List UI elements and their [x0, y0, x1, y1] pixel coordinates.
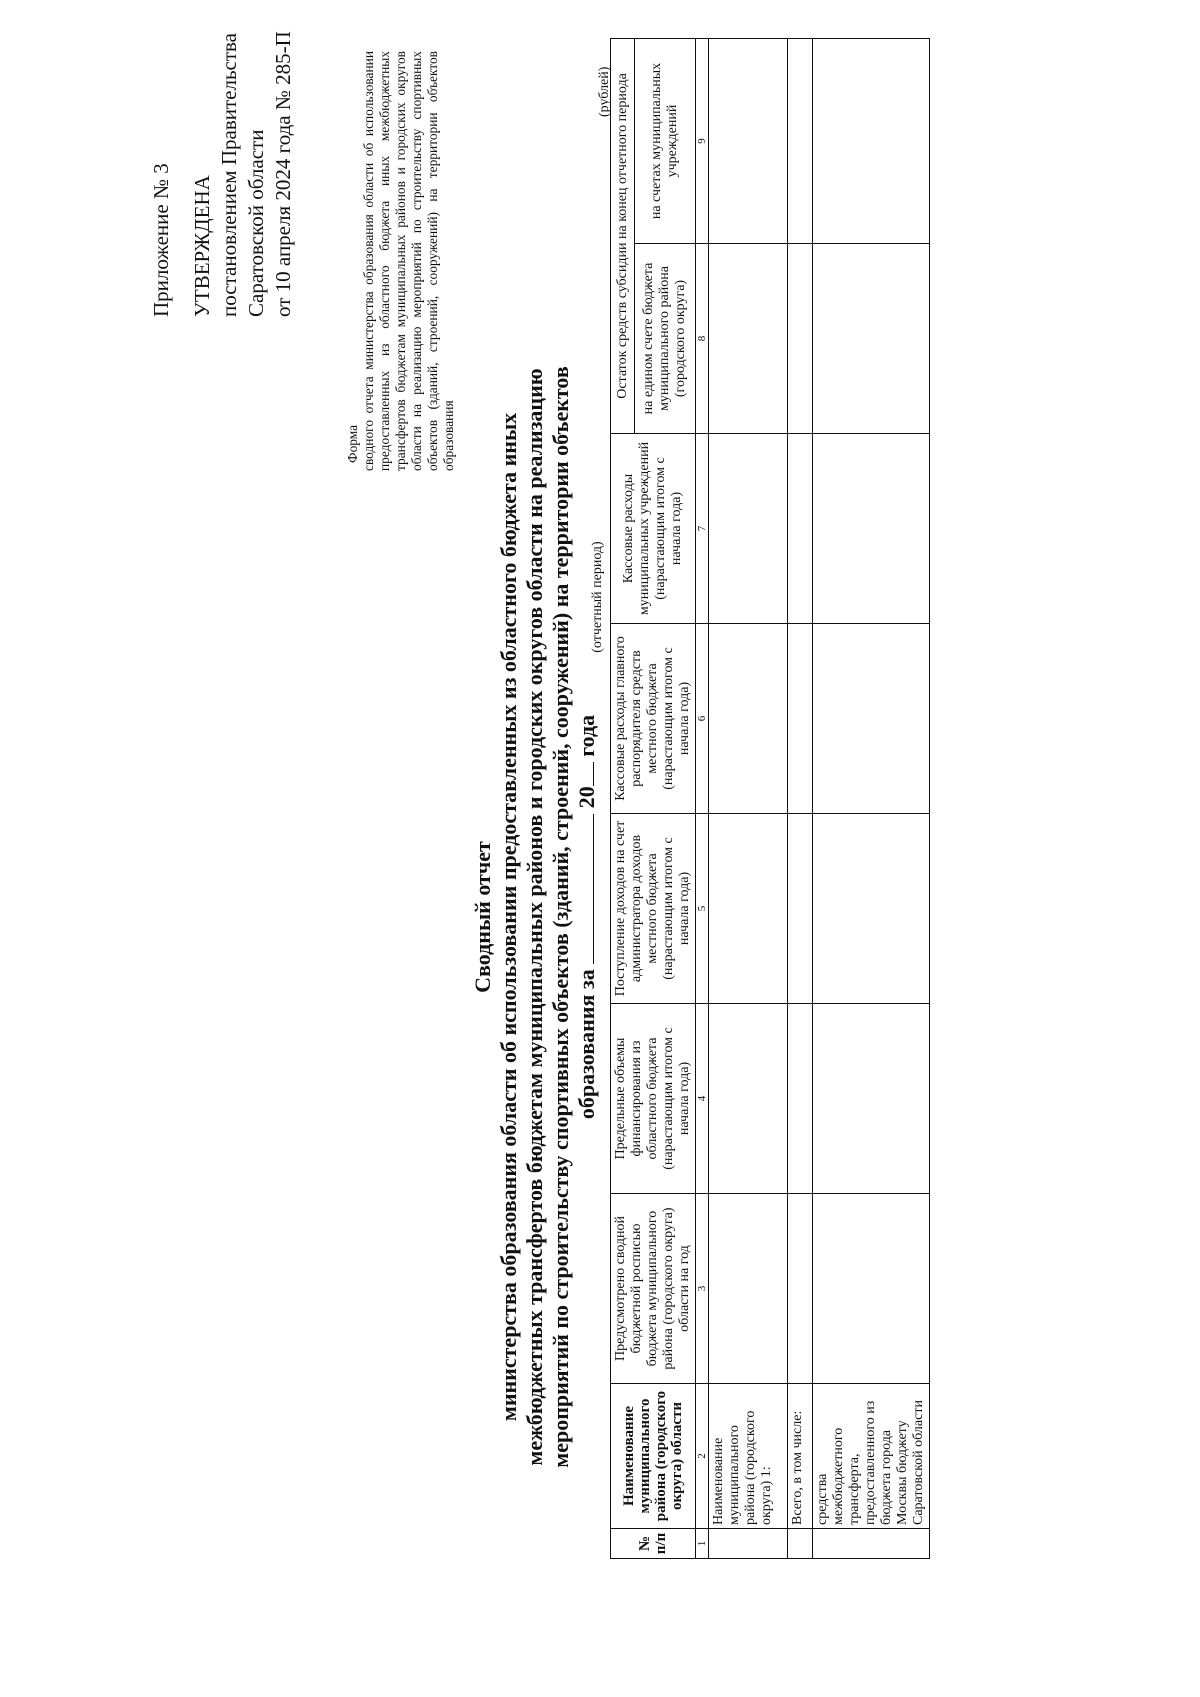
decree-line-2: Саратовской области [244, 129, 268, 317]
decree-line-1: постановлением Правительства [217, 32, 241, 317]
column-number: 5 [696, 814, 709, 1004]
column-number: 4 [696, 1004, 709, 1194]
row-name: средства межбюджетного трансферта, предоставленного из бюджета города Москвы бюджету Саратовской области [813, 1384, 930, 1529]
title-line-1: министерства образования области об использовании предоставленных из областного бюджета иных [496, 412, 521, 1422]
header-cash-expenses-inst: Кассовые расходы муниципальных учреждений (нарастающим итогом с начала года) [611, 434, 696, 624]
header-number: № п/п [611, 1529, 696, 1559]
header-municipality: Наименование муниципального района (городского округа) области [611, 1384, 696, 1529]
year-prefix: 20 [574, 786, 599, 809]
column-number: 9 [696, 38, 709, 243]
form-note [345, 51, 457, 471]
year-blank [575, 762, 594, 786]
report-title [470, 197, 600, 1637]
table-row [709, 38, 788, 1558]
header-limit-volumes: Предельные объемы финансирования из областного бюджета (нарастающим итогом с начала года) [611, 1004, 696, 1194]
header-revenue-receipts: Поступление доходов на счет администратора доходов местного бюджета (нарастающим итогом с начала года) [611, 814, 696, 1004]
period-blank [575, 814, 594, 964]
decree-line-3: от 10 апреля 2024 года № 285-П [271, 31, 295, 317]
table-row [813, 38, 930, 1558]
column-number: 6 [696, 624, 709, 814]
approval-block [148, 17, 297, 317]
appendix-number: Приложение № 3 [149, 163, 173, 317]
form-label: Форма [345, 424, 360, 463]
approved-stamp: УТВЕРЖДЕНА [190, 175, 214, 317]
column-number: 3 [696, 1194, 709, 1384]
form-description: сводного отчета министерства образования области об использовании предоставленных из областного бюджета иных межбюджетных трансфертов бюджетам муниципальных районов и городских округов области на реализацию мероприятий по строительству спортивных объектов (зданий, строений, сооружений) на территории объектов образования [361, 51, 456, 471]
title-line-4-suffix: года [574, 714, 599, 757]
column-number: 2 [696, 1384, 709, 1529]
header-planned: Предусмотрено сводной бюджетной росписью бюджета муниципального района (городского округа) области на год [611, 1194, 696, 1384]
report-table [610, 38, 930, 1559]
title-line-2: межбюджетных трансфертов бюджетам муниципальных районов и городских округов области на реализацию [522, 368, 547, 1466]
period-caption: (отчетный период) [590, 541, 605, 653]
title-line-4-prefix: образования за [574, 969, 599, 1120]
header-balance: Остаток средств субсидии на конец отчетного периода [611, 38, 635, 433]
units-label: (рублей) [597, 66, 612, 117]
header-balance-institutions: на счетах муниципальных учреждений [635, 38, 696, 243]
row-name: Наименование муниципального района (городского округа) 1: [709, 1384, 788, 1529]
report-heading: Сводный отчет [470, 841, 495, 993]
header-cash-expenses-gr: Кассовые расходы главного распорядителя средств местного бюджета (нарастающим итогом с начала года) [611, 624, 696, 814]
column-number: 1 [696, 1529, 709, 1559]
title-line-4 [574, 197, 600, 1637]
title-line-3: мероприятий по строительству спортивных объектов (зданий, строений, сооружений) на территории объектов [548, 366, 573, 1468]
column-number: 7 [696, 434, 709, 624]
header-balance-single-account: на едином счете бюджета муниципального района (городского округа) [635, 244, 696, 434]
table-row [788, 38, 813, 1558]
column-number: 8 [696, 244, 709, 434]
row-name: Всего, в том числе: [788, 1384, 813, 1529]
